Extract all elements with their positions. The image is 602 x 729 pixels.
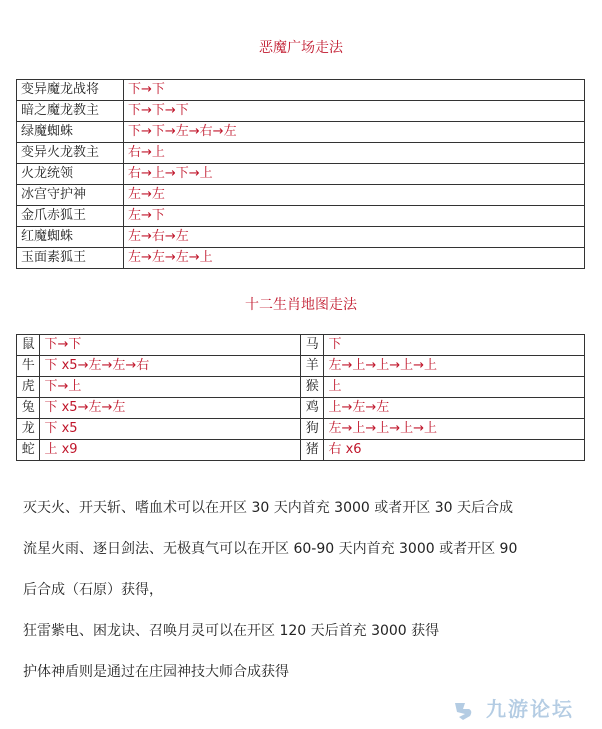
boss-name: 金爪赤狐王: [17, 206, 124, 227]
zodiac-name: 羊: [300, 356, 323, 377]
zodiac-name: 虎: [17, 377, 40, 398]
boss-name: 变异魔龙战将: [17, 80, 124, 101]
table-row: [17, 356, 585, 377]
table-row: [17, 164, 585, 185]
route: 右→上: [124, 143, 585, 164]
zodiac-name: 猪: [300, 440, 323, 461]
zodiac-name: 兔: [17, 398, 40, 419]
zodiac-map-table: [16, 334, 585, 461]
table-row: [17, 206, 585, 227]
table-row: [17, 227, 585, 248]
route: 右→上→下→上: [124, 164, 585, 185]
route: 下→下→下: [124, 101, 585, 122]
table-row: [17, 80, 585, 101]
route: 下 x5→左→左→右: [40, 356, 301, 377]
boss-name: 冰宫守护神: [17, 185, 124, 206]
boss-name: 玉面素狐王: [17, 248, 124, 269]
zodiac-name: 鼠: [17, 335, 40, 356]
route: 右 x6: [324, 440, 585, 461]
table-row: [17, 101, 585, 122]
boss-name: 火龙统领: [17, 164, 124, 185]
paragraph: 后合成（石原）获得，: [23, 582, 163, 598]
route: 下→下→左→右→左: [124, 122, 585, 143]
route: 左→右→左: [124, 227, 585, 248]
route: 左→左→左→上: [124, 248, 585, 269]
table-row: [17, 143, 585, 164]
paragraph: 狂雷紫电、困龙诀、召唤月灵可以在开区 120 天后首充 3000 获得: [23, 623, 440, 639]
route: 下: [324, 335, 585, 356]
route: 左→左: [124, 185, 585, 206]
route: 下 x5→左→左: [40, 398, 301, 419]
route: 上 x9: [40, 440, 301, 461]
table-row: [17, 398, 585, 419]
table-row: [17, 377, 585, 398]
section-title-demon-square: 恶魔广场走法: [259, 40, 343, 56]
zodiac-name: 狗: [300, 419, 323, 440]
boss-name: 暗之魔龙教主: [17, 101, 124, 122]
route: 下 x5: [40, 419, 301, 440]
zodiac-name: 马: [300, 335, 323, 356]
table-row: [17, 122, 585, 143]
route: 左→上→上→上→上: [324, 419, 585, 440]
zodiac-name: 鸡: [300, 398, 323, 419]
paragraph: 流星火雨、逐日剑法、无极真气可以在开区 60-90 天内首充 3000 或者开区 90: [23, 541, 518, 557]
route: 下→下: [124, 80, 585, 101]
table-row: [17, 248, 585, 269]
route: 左→下: [124, 206, 585, 227]
site-logo-icon: [451, 697, 477, 723]
route: 左→上→上→上→上: [324, 356, 585, 377]
paragraph: 灭天火、开天斩、嗜血术可以在开区 30 天内首充 3000 或者开区 30 天后合成: [23, 500, 513, 516]
boss-name: 绿魔蜘蛛: [17, 122, 124, 143]
route: 下→下: [40, 335, 301, 356]
table-row: [17, 185, 585, 206]
section-title-zodiac-map: 十二生肖地图走法: [245, 297, 357, 313]
boss-name: 变异火龙教主: [17, 143, 124, 164]
watermark-text: 九游论坛: [486, 696, 574, 721]
zodiac-name: 龙: [17, 419, 40, 440]
table-row: [17, 419, 585, 440]
route: 下→上: [40, 377, 301, 398]
zodiac-name: 蛇: [17, 440, 40, 461]
route: 上→左→左: [324, 398, 585, 419]
zodiac-name: 牛: [17, 356, 40, 377]
paragraph: 护体神盾则是通过在庄园神技大师合成获得: [23, 664, 289, 680]
watermark-logo: [451, 693, 574, 724]
table-row: [17, 440, 585, 461]
table-row: [17, 335, 585, 356]
demon-square-table: [16, 79, 585, 269]
zodiac-name: 猴: [300, 377, 323, 398]
route: 上: [324, 377, 585, 398]
boss-name: 红魔蜘蛛: [17, 227, 124, 248]
